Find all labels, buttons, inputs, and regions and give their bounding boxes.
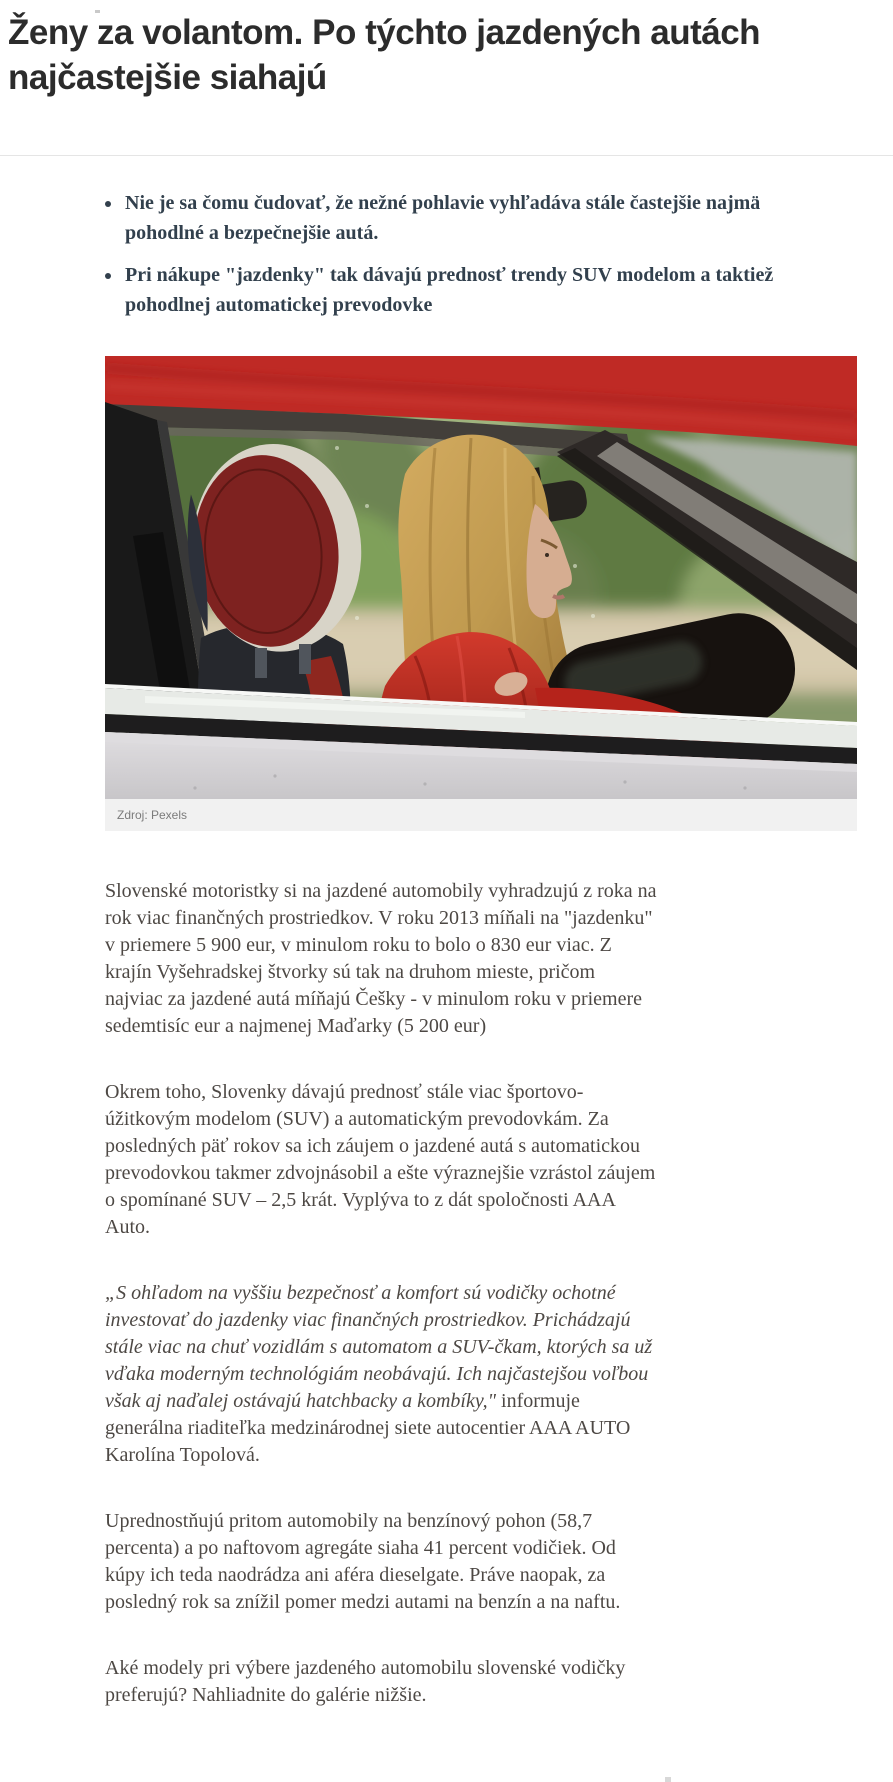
article-photo[interactable] [105, 356, 857, 799]
article-page [0, 10, 893, 1782]
article-photo-figure [105, 356, 857, 831]
article-paragraph: Uprednostňujú pritom automobily na benzínový pohon (58,7 percenta) a po naftovom agregáte siaha 41 percent vodičiek. Od kúpy ich teda naodrádza ani aféra dieselgate. Práve naopak, za posledný rok sa znížil pomer medzi autami na benzín a na naftu. [105, 1510, 621, 1613]
article-quote-paragraph [105, 1280, 657, 1469]
highlight-item: • Nie je sa čomu čudovať, že nežné pohlavie vyhľadáva stále častejšie najmä pohodlné a bezpečnejšie autá. [123, 188, 803, 248]
bottom-divider-remnant [665, 1777, 671, 1782]
article-paragraph: Okrem toho, Slovenky dávajú prednosť stále viac športovo-úžitkovým modelom (SUV) a automatickým prevodovkám. Za posledných päť rokov sa ich záujem o jazdené autá s automatickou prevodovkou takmer zdvojnásobil a ešte výraznejšie vzrástol záujem o spomínané SUV – 2,5 krát. Vyplýva to z dát spoločnosti AAA Auto. [105, 1081, 656, 1238]
article-paragraph: Slovenské motoristky si na jazdené automobily vyhradzujú z roka na rok viac finančných prostriedkov. V roku 2013 míňali na "jazdenku" v priemere 5 900 eur, v minulom roku to bolo o 830 eur viac. Z krajín Vyšehradskej štvorky sú tak na druhom mieste, pričom najviac za jazdené autá míňajú Češky - v minulom roku v priemere sedemtisíc eur a najmenej Maďarky (5 200 eur) [105, 880, 657, 1037]
cropped-element-remnant [95, 10, 100, 13]
quote-text: „S ohľadom na vyššiu bezpečnosť a komfort sú vodičky ochotné investovať do jazdenky viac finančných prostriedkov. Prichádzajú stále viac na chuť vozidlám s automatom a SUV-čkam, ktorých sa už vďaka moderným technológiám neobávajú. Ich najčastejšou voľbou však aj naďalej ostávajú hatchbacky a kombíky," [105, 1282, 653, 1412]
highlight-item: • Pri nákupe "jazdenky" tak dávajú prednosť trendy SUV modelom a taktiež pohodlnej automatickej prevodovke [123, 260, 803, 320]
article-paragraph: Aké modely pri výbere jazdeného automobilu slovenské vodičky preferujú? Nahliadnite do galérie nižšie. [105, 1657, 626, 1706]
article-title: Ženy za volantom. Po týchto jazdených autách najčastejšie siahajú [8, 13, 761, 97]
quote-attribution: informuje generálna riaditeľka medzinárodnej siete autocentier AAA AUTO Karolína Topolová. [105, 1390, 631, 1466]
article-highlights-list [123, 188, 803, 320]
photo-caption: Zdroj: Pexels [105, 799, 857, 831]
header-divider [0, 155, 893, 156]
article-body [105, 878, 657, 1709]
